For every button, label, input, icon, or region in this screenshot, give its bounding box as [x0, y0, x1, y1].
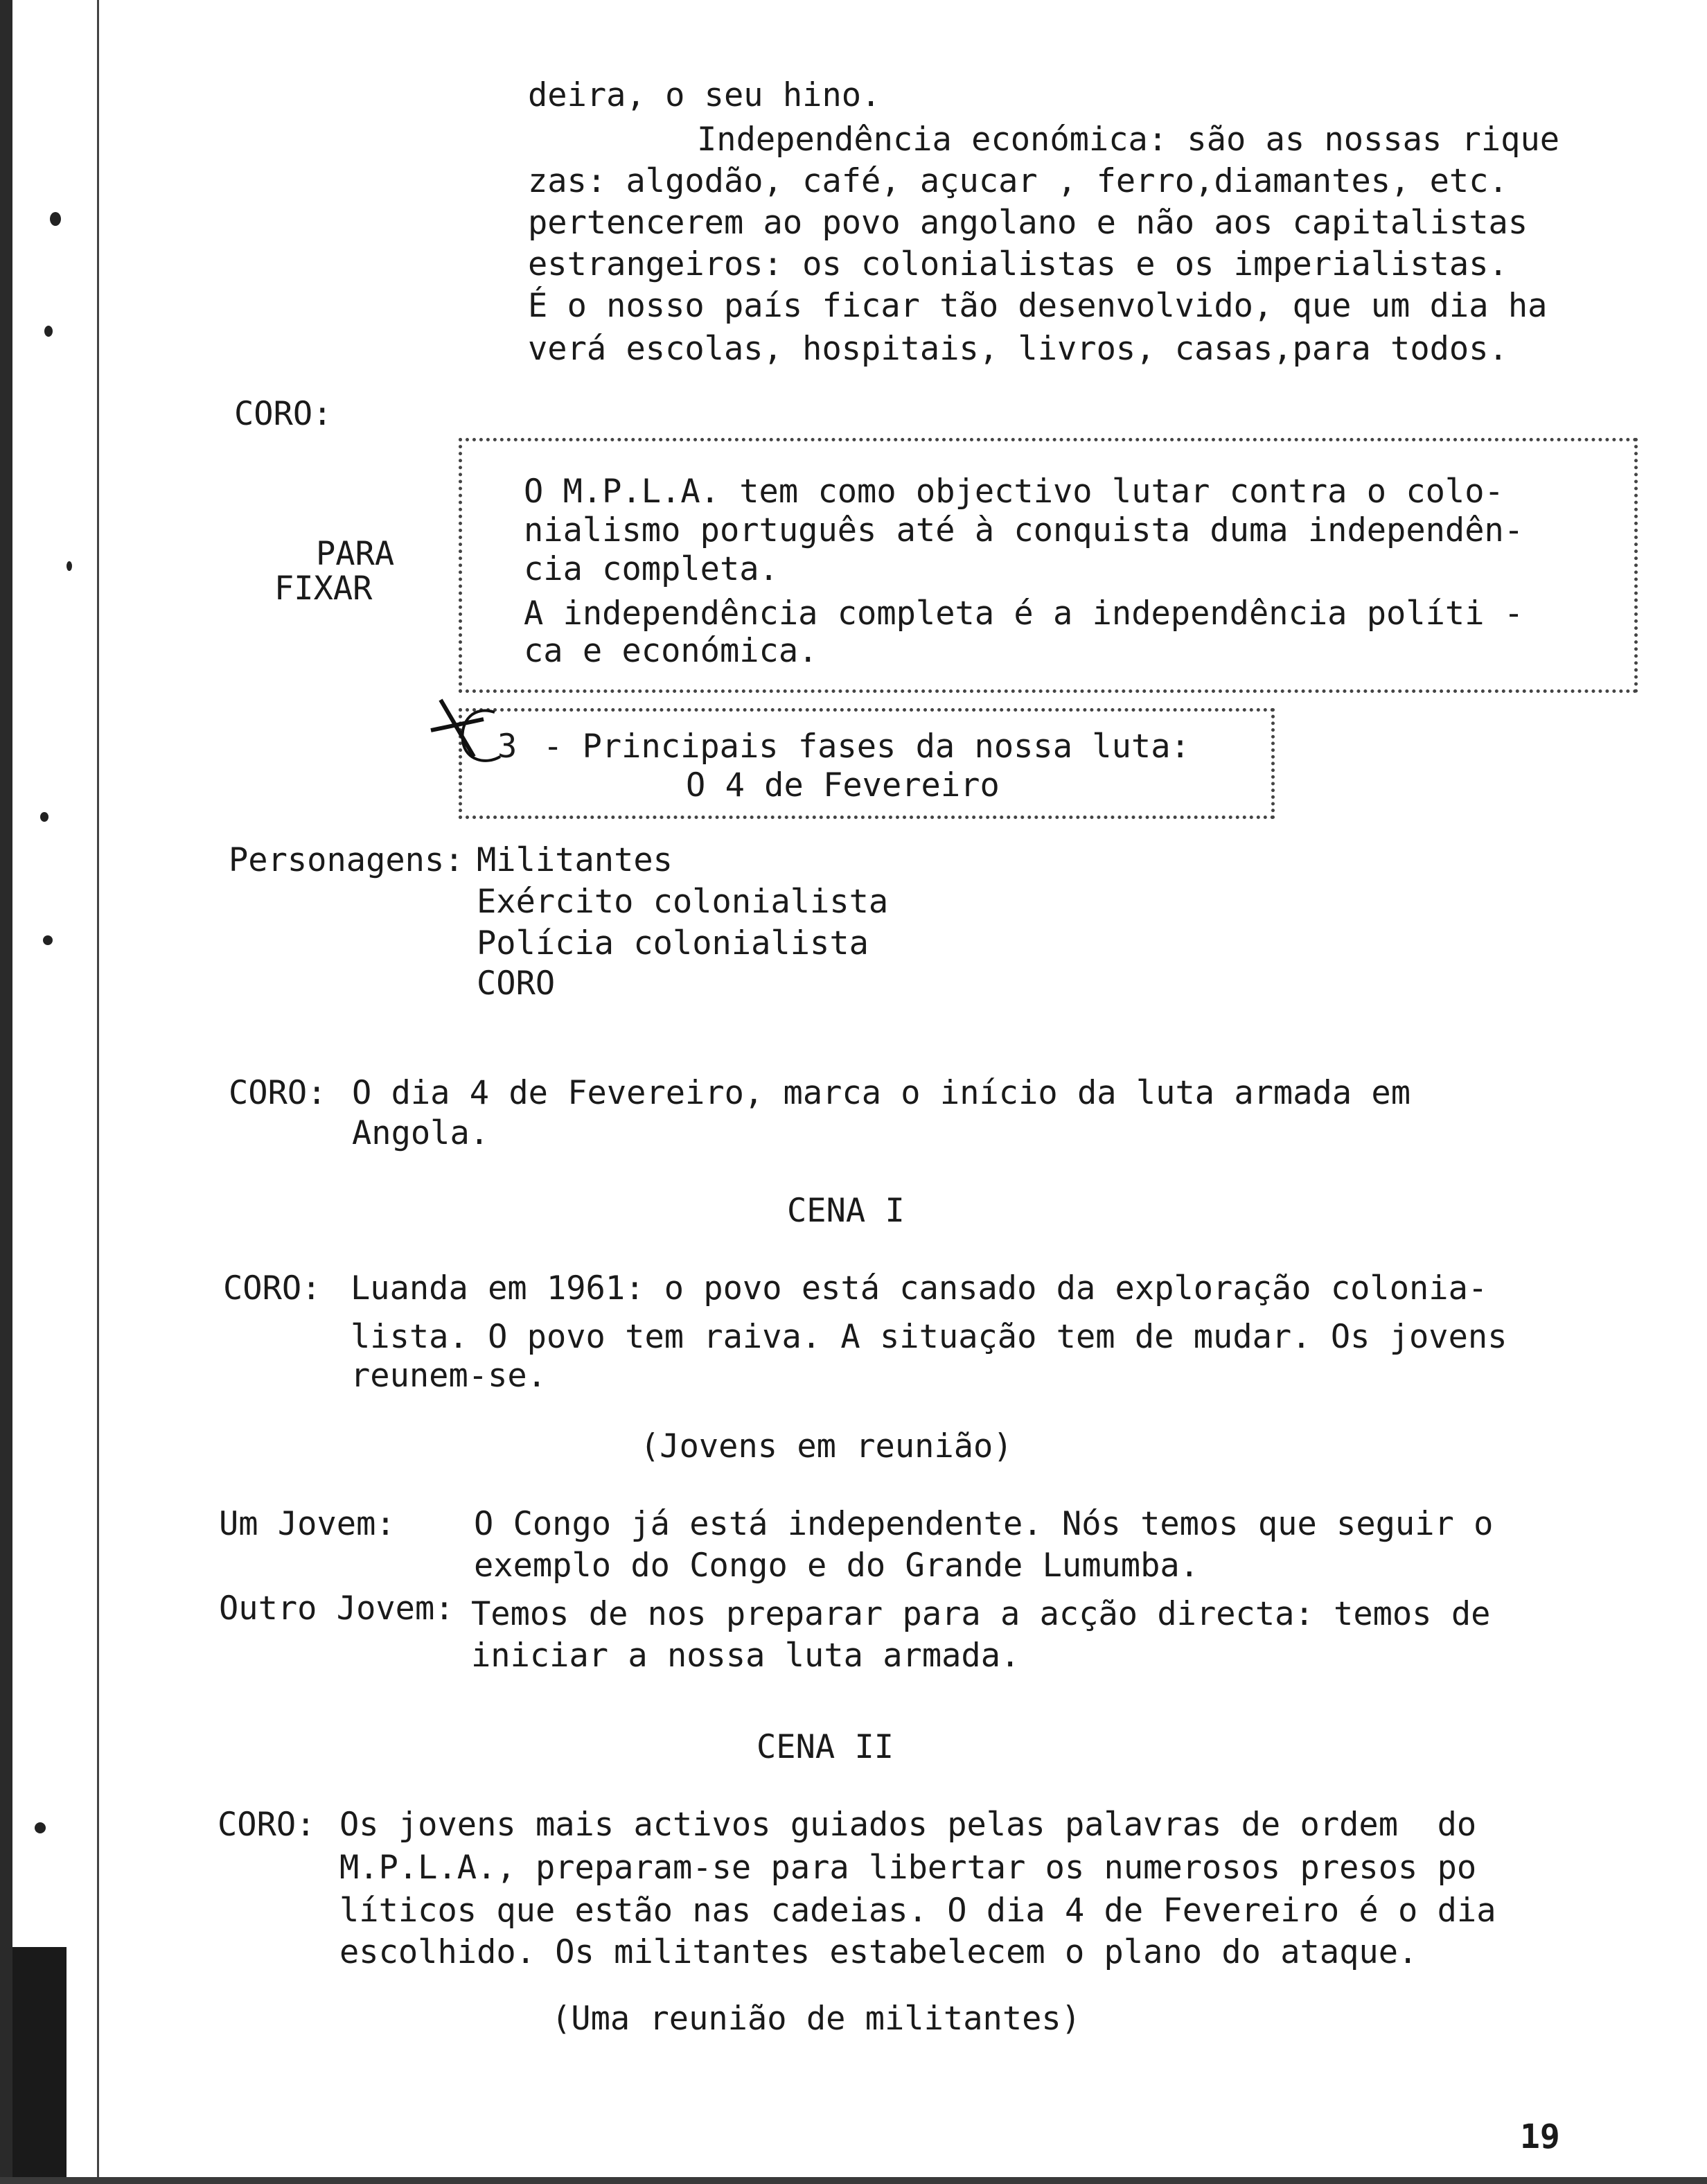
stage-direction: (Jovens em reunião)	[640, 1427, 1013, 1465]
box-line: O M.P.L.A. tem como objectivo lutar contra o colo-	[524, 473, 1504, 511]
box-line: cia completa.	[524, 550, 779, 588]
scan-speck	[35, 1822, 46, 1833]
text-line: pertencerem ao povo angolano e não aos capitalistas	[528, 204, 1528, 242]
box-line: A independência completa é a independência políti -	[524, 595, 1524, 633]
speaker-label: CORO:	[223, 1269, 321, 1307]
scan-speck	[40, 812, 48, 822]
personagem-item: CORO	[477, 965, 556, 1003]
dialogue-line: lista. O povo tem raiva. A situação tem de mudar. Os jovens	[351, 1318, 1507, 1356]
scan-speck	[44, 326, 53, 337]
scan-speck	[67, 561, 72, 571]
text-line: estrangeiros: os colonialistas e os imperialistas.	[528, 245, 1508, 283]
personagem-item: Polícia colonialista	[477, 924, 869, 962]
section-number: 3	[497, 728, 518, 766]
page-number: 19	[1520, 2117, 1560, 2156]
scan-bottom-edge	[0, 2177, 1707, 2184]
dialogue-line: iniciar a nossa luta armada.	[471, 1637, 1020, 1675]
text-line: É o nosso país ficar tão desenvolvido, que um dia ha	[528, 287, 1548, 325]
dialogue-line: Angola.	[352, 1114, 490, 1152]
dialogue-line: M.P.L.A., preparam-se para libertar os numerosos presos po	[339, 1849, 1477, 1887]
text-line: deira, o seu hino.	[528, 76, 881, 114]
binding-line	[97, 0, 99, 2184]
speaker-label: CORO:	[218, 1806, 316, 1844]
dialogue-line: Luanda em 1961: o povo está cansado da exploração colonia-	[351, 1269, 1488, 1307]
personagem-item: Exército colonialista	[477, 883, 889, 921]
text-line: verá escolas, hospitais, livros, casas,para todos.	[528, 330, 1508, 368]
dialogue-line: escolhido. Os militantes estabelecem o plano do ataque.	[339, 1933, 1418, 1971]
dialogue-line: Temos de nos preparar para a acção directa: temos de	[471, 1595, 1491, 1633]
box-line: ca e económica.	[524, 632, 818, 670]
dialogue-line: reunem-se.	[351, 1357, 547, 1395]
dialogue-line: O Congo já está independente. Nós temos que seguir o	[474, 1505, 1494, 1543]
speaker-label: CORO:	[229, 1074, 327, 1112]
dialogue-line: O dia 4 de Fevereiro, marca o início da luta armada em	[352, 1074, 1411, 1112]
personagem-item: Militantes	[477, 841, 673, 879]
binding-shadow	[12, 1947, 67, 2184]
section-title: - Principais fases da nossa luta:	[543, 728, 1190, 766]
stage-direction: (Uma reunião de militantes)	[551, 2000, 1081, 2038]
scan-speck	[50, 212, 61, 226]
personagens-label: Personagens:	[229, 841, 464, 879]
section-subtitle: O 4 de Fevereiro	[686, 766, 1000, 804]
text-line: Independência económica: são as nossas rique	[697, 121, 1560, 159]
coro-label: CORO:	[234, 395, 333, 433]
dialogue-line: líticos que estão nas cadeias. O dia 4 de Fevereiro é o dia	[339, 1892, 1496, 1930]
para-fixar-label: FIXAR	[274, 570, 373, 608]
dialogue-line: exemplo do Congo e do Grande Lumumba.	[474, 1547, 1199, 1585]
text-line: zas: algodão, café, açucar , ferro,diamantes, etc.	[528, 162, 1508, 200]
para-fixar-label: PARA	[316, 535, 395, 573]
box-line: nialismo português até à conquista duma independên-	[524, 511, 1524, 549]
scan-left-edge	[0, 0, 12, 2184]
handwritten-circle-annotation	[420, 693, 503, 776]
scene-heading: CENA I	[787, 1192, 905, 1230]
dialogue-line: Os jovens mais activos guiados pelas palavras de ordem do	[339, 1806, 1477, 1844]
speaker-label: Outro Jovem:	[219, 1589, 454, 1628]
scene-heading: CENA II	[757, 1728, 894, 1766]
speaker-label: Um Jovem:	[219, 1505, 396, 1543]
scan-speck	[43, 935, 53, 945]
